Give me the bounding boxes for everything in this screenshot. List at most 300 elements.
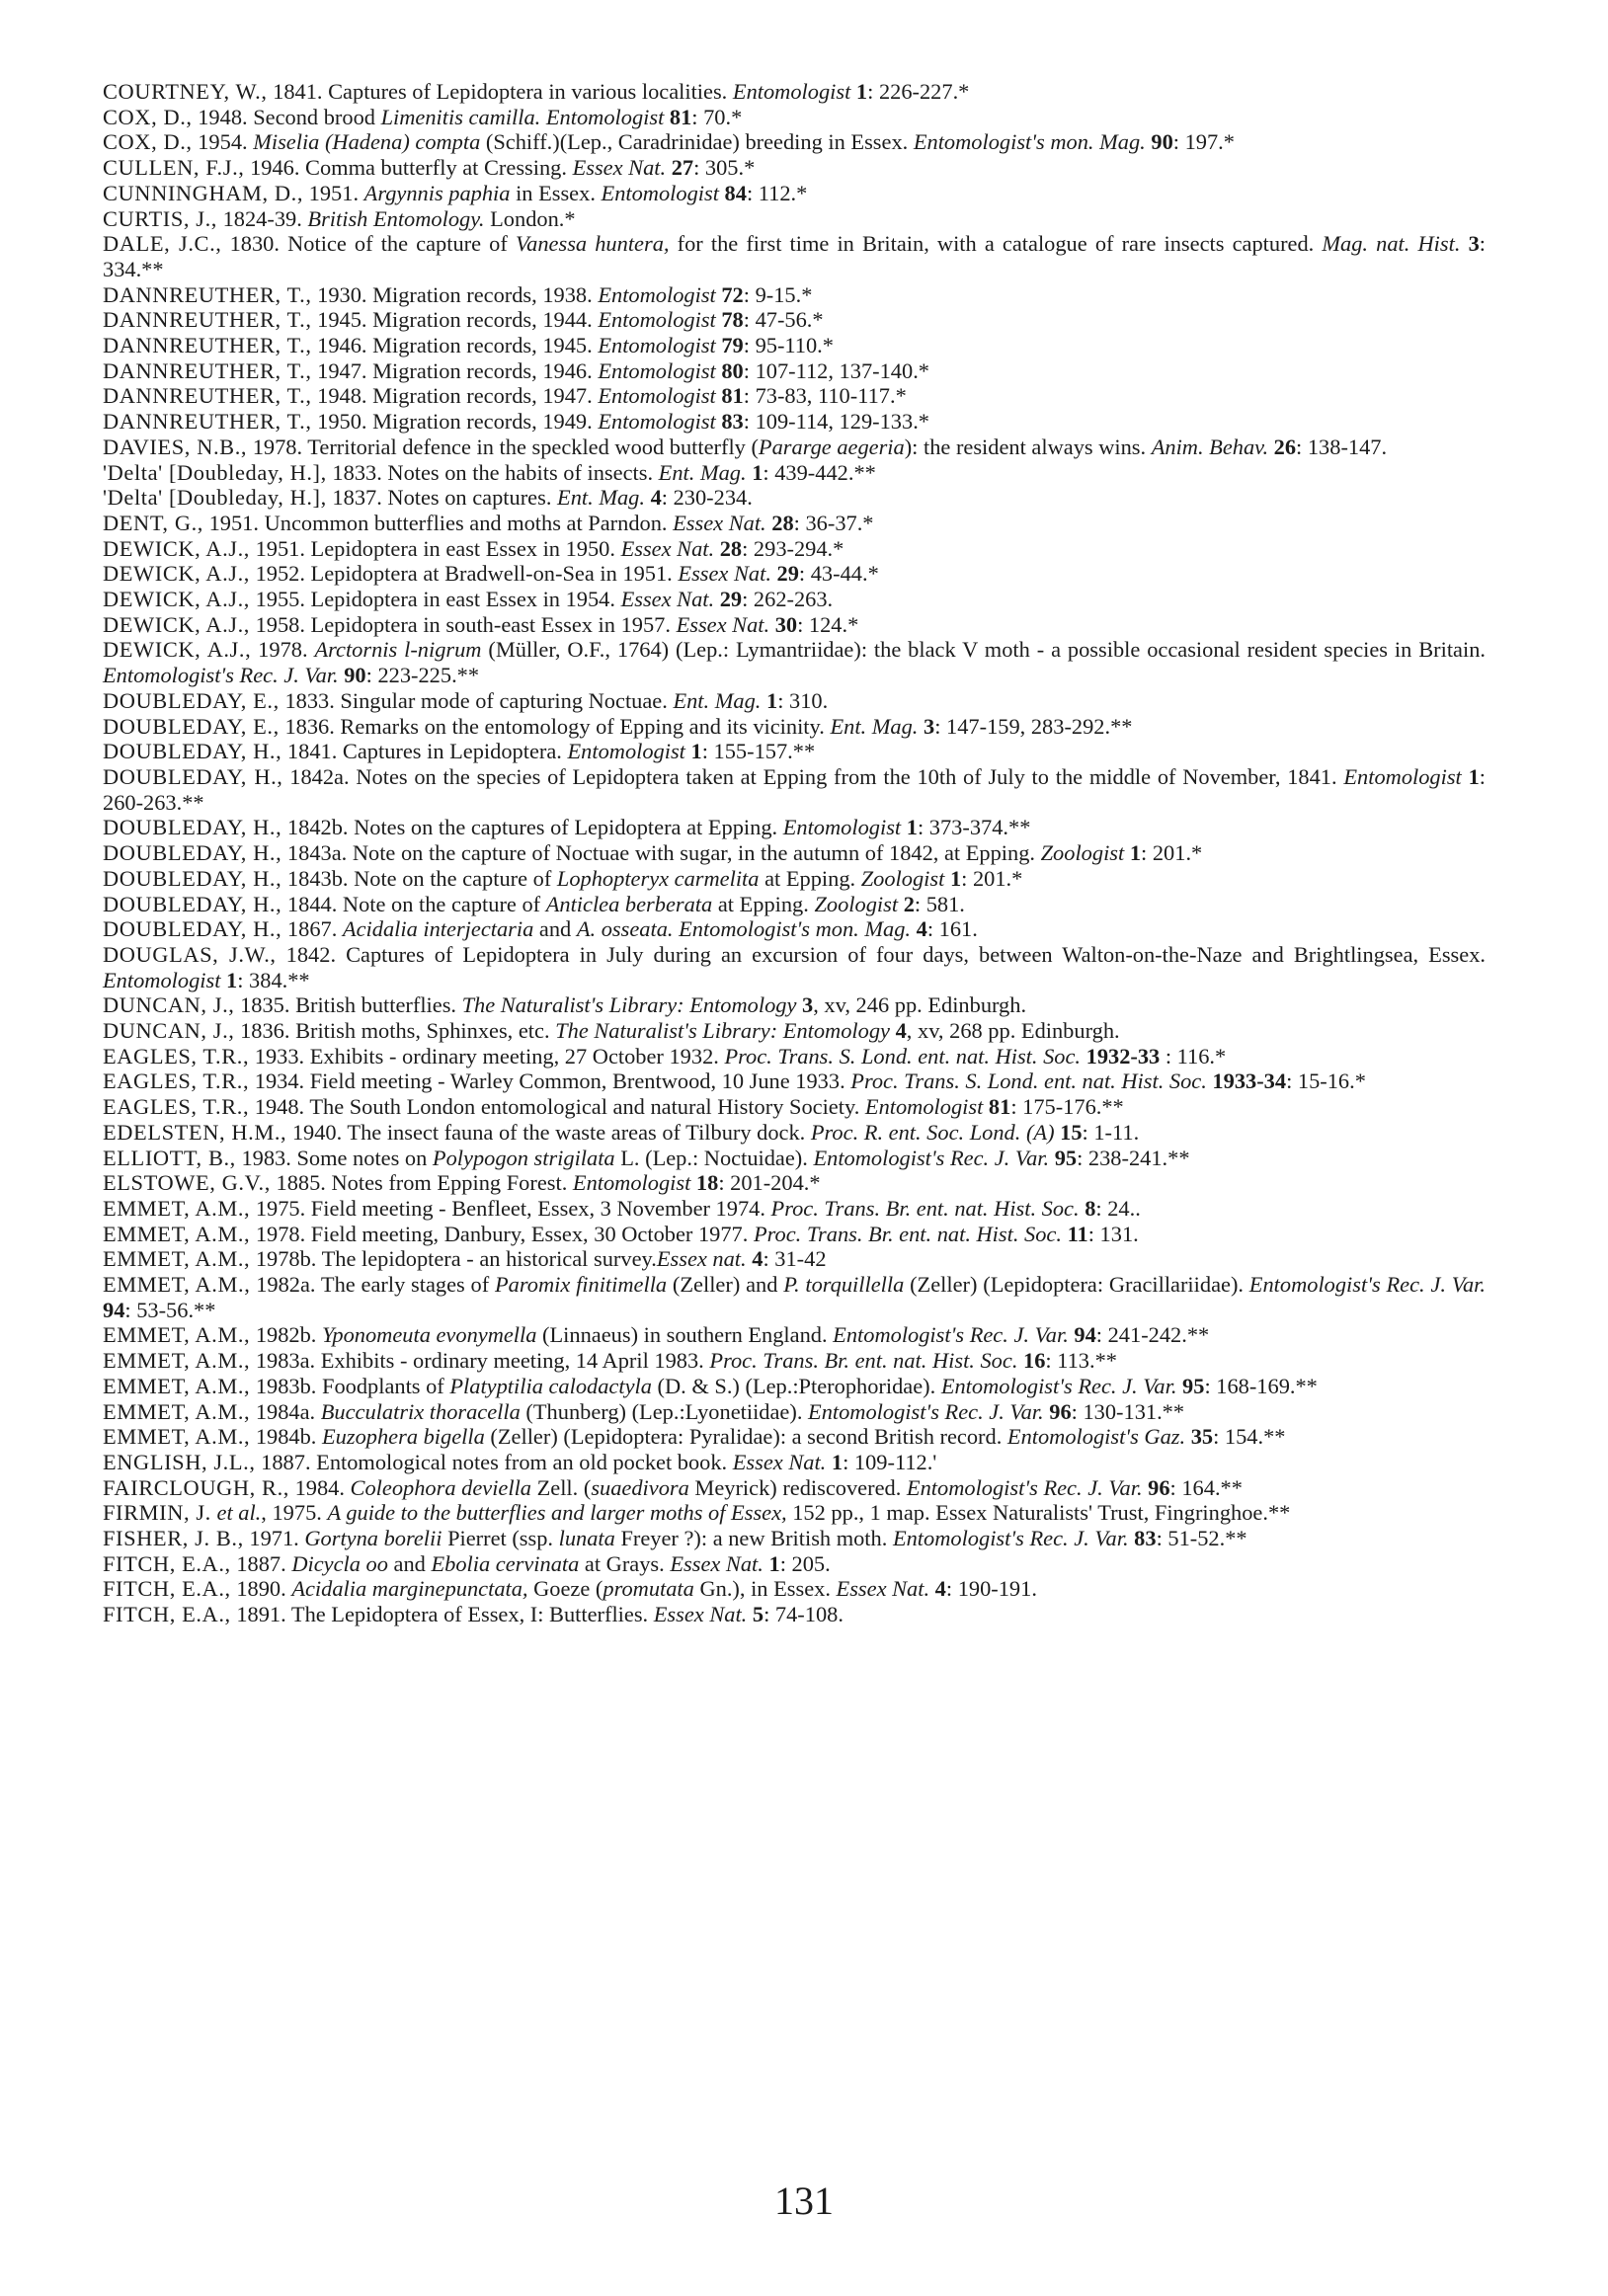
- reference-italic: Entomologist's Rec. J. Var.: [103, 663, 339, 688]
- reference-italic: Entomologist: [601, 180, 719, 205]
- reference-volume: 4: [752, 1246, 764, 1272]
- reference-text: : 164.**: [1169, 1474, 1243, 1500]
- reference-entry: [103, 511, 1486, 536]
- reference-entry: [103, 587, 1486, 612]
- reference-italic: Entomologist: [572, 1170, 691, 1196]
- reference-italic: Euzophera bigella: [322, 1424, 485, 1450]
- reference-italic: Entomologist's Rec. J. Var.: [940, 1373, 1177, 1398]
- reference-text: : 53-56.**: [124, 1297, 216, 1322]
- reference-author: DOUBLEDAY, H.,: [103, 865, 282, 891]
- reference-author: DOUBLEDAY, H.,: [103, 916, 282, 942]
- reference-author: EDELSTEN, H.M.,: [103, 1119, 287, 1145]
- reference-author: ELLIOTT, B.,: [103, 1145, 236, 1170]
- reference-text: [1460, 231, 1468, 256]
- reference-author: DEWICK, A.J.,: [103, 587, 250, 612]
- reference-text: and: [387, 1550, 432, 1576]
- reference-volume: 18: [695, 1170, 719, 1196]
- reference-text: : 43-44.*: [798, 561, 879, 587]
- reference-entry: [103, 536, 1486, 562]
- reference-italic: Anticlea berberata: [545, 891, 713, 916]
- reference-text: : 109-112.': [843, 1449, 937, 1474]
- reference-text: 1951. Uncommon butterflies and moths at Parndon.: [203, 510, 674, 535]
- reference-entry: [103, 1044, 1486, 1069]
- reference-text: (Schiff.)(Lep., Caradrinidae) breeding in Essex.: [480, 129, 914, 155]
- reference-text: 1950. Migration records, 1949.: [311, 409, 599, 435]
- reference-entry: [103, 105, 1486, 130]
- reference-text: 1842. Captures of Lepidoptera in July during an excursion of four days, between Walton-on-the-Naze and Brightlingsea, Essex.: [276, 941, 1486, 967]
- reference-italic: A guide to the butterflies and larger moths of Essex,: [327, 1500, 787, 1526]
- reference-italic: promutata: [603, 1576, 694, 1602]
- reference-italic: Zoologist: [860, 865, 945, 891]
- reference-entry: [103, 1602, 1486, 1627]
- reference-author: FIRMIN, J.: [103, 1500, 211, 1526]
- reference-volume: 79: [721, 333, 744, 358]
- reference-author: DEWICK, A.J.,: [103, 561, 250, 587]
- reference-volume: 4: [650, 485, 662, 511]
- reference-volume: 94: [1074, 1322, 1096, 1348]
- reference-entry: [103, 206, 1486, 232]
- reference-entry: [103, 916, 1486, 942]
- reference-author: DEWICK, A.J.,: [103, 611, 250, 637]
- reference-italic: Proc. Trans. Br. ent. nat. Hist. Soc.: [770, 1195, 1080, 1221]
- reference-author: DUNCAN, J.,: [103, 1018, 235, 1044]
- reference-author: COX, D.,: [103, 104, 193, 129]
- reference-italic: P. torquillella: [783, 1272, 905, 1298]
- reference-entry: [103, 866, 1486, 892]
- reference-text: : 581.: [914, 891, 965, 916]
- reference-text: 1885. Notes from Epping Forest.: [270, 1170, 573, 1196]
- reference-text: : 130-131.**: [1071, 1398, 1185, 1424]
- reference-entry: [103, 79, 1486, 105]
- reference-italic: Bucculatrix thoracella: [320, 1398, 521, 1424]
- reference-italic: British Entomology.: [307, 205, 485, 231]
- reference-author: EMMET, A.M.,: [103, 1373, 251, 1398]
- reference-italic: Essex Nat.: [572, 155, 667, 181]
- reference-author: EMMET, A.M.,: [103, 1246, 251, 1272]
- reference-author: COX, D.,: [103, 129, 193, 155]
- reference-text: 1934. Field meeting - Warley Common, Brentwood, 10 June 1933.: [249, 1069, 851, 1094]
- reference-text: : 1-11.: [1082, 1119, 1140, 1145]
- reference-volume: 4: [895, 1018, 907, 1044]
- reference-volume: 1: [690, 739, 702, 764]
- reference-volume: 15: [1060, 1119, 1083, 1145]
- reference-volume: 1: [1468, 763, 1480, 789]
- reference-entry: [103, 1322, 1486, 1348]
- reference-volume: 83: [721, 409, 744, 435]
- reference-text: 1984a.: [250, 1398, 321, 1424]
- reference-text: 1842a. Notes on the species of Lepidoptera taken at Epping from the 10th of July to the middle of November, 1841.: [282, 763, 1344, 789]
- reference-author: DOUBLEDAY, H.,: [103, 815, 282, 840]
- reference-text: : 161.: [926, 916, 978, 942]
- reference-entry: [103, 1272, 1486, 1322]
- reference-text: (Thunberg) (Lep.:Lyonetiidae).: [520, 1398, 809, 1424]
- reference-italic: Essex Nat.: [676, 611, 770, 637]
- reference-volume: 83: [1134, 1526, 1157, 1551]
- reference-text: 1843a. Note on the capture of Noctuae with sugar, in the autumn of 1842, at Epping.: [281, 840, 1041, 866]
- reference-text: : 31-42: [763, 1246, 827, 1272]
- reference-text: Gn.), in Essex.: [693, 1576, 837, 1602]
- reference-text: 1887.: [230, 1550, 292, 1576]
- reference-text: 1978. Field meeting, Danbury, Essex, 30 October 1977.: [250, 1221, 754, 1246]
- reference-italic: Entomologist's Rec. J. Var.: [892, 1526, 1129, 1551]
- reference-text: : 155-157.**: [701, 739, 816, 764]
- reference-volume: 1933-34: [1212, 1069, 1287, 1094]
- reference-text: 1836. British moths, Sphinxes, etc.: [234, 1018, 556, 1044]
- reference-italic: Argynnis paphia: [363, 180, 511, 205]
- reference-volume: 1: [949, 865, 962, 891]
- reference-text: 1946. Comma butterfly at Cressing.: [244, 155, 573, 181]
- reference-italic: Entomologist's Rec. J. Var.: [906, 1474, 1143, 1500]
- reference-author: FITCH, E.A.,: [103, 1576, 231, 1602]
- reference-volume: 1: [752, 459, 764, 485]
- reference-italic: Anim. Behav.: [1151, 434, 1269, 459]
- reference-italic: Ent. Mag.: [673, 687, 762, 713]
- reference-author: ELSTOWE, G.V.,: [103, 1170, 271, 1196]
- reference-text: : 154.**: [1213, 1424, 1286, 1450]
- reference-volume: 30: [774, 611, 798, 637]
- reference-italic: Entomologist's mon. Mag.: [913, 129, 1146, 155]
- reference-italic: Essex Nat.: [620, 535, 715, 561]
- reference-italic: Zoologist: [1040, 840, 1125, 866]
- reference-text: , 1975.: [261, 1500, 328, 1526]
- reference-text: for the first time in Britain, with a catalogue of rare insects captured.: [669, 231, 1323, 257]
- reference-italic: The Naturalist's Library: Entomology: [555, 1018, 890, 1044]
- reference-italic: Entomologist's Rec. J. Var.: [833, 1322, 1069, 1348]
- reference-text: 1948. The South London entomological and natural History Society.: [249, 1094, 865, 1120]
- reference-entry: [103, 815, 1486, 840]
- reference-entry: [103, 892, 1486, 917]
- reference-author: EAGLES, T.R.,: [103, 1094, 250, 1120]
- reference-text: 1945. Migration records, 1944.: [311, 307, 599, 333]
- reference-entry: [103, 1500, 1486, 1526]
- reference-italic: Ebolia cervinata: [431, 1550, 580, 1576]
- reference-volume: 2: [903, 891, 915, 916]
- reference-volume: 95: [1182, 1373, 1205, 1398]
- reference-italic: suaedivora: [591, 1474, 689, 1500]
- page-number: 131: [774, 2178, 834, 2223]
- reference-text: : 109-114, 129-133.*: [743, 409, 929, 435]
- reference-entry: [103, 561, 1486, 587]
- reference-text: 1951. Lepidoptera in east Essex in 1950.: [249, 535, 621, 561]
- reference-italic: Entomologist: [103, 967, 221, 992]
- reference-text: 1837. Notes on captures.: [326, 485, 558, 511]
- reference-volume: 1932-33: [1085, 1043, 1161, 1069]
- reference-text: : 24..: [1095, 1195, 1141, 1221]
- reference-author: 'Delta' [Doubleday, H.],: [103, 459, 327, 485]
- reference-text: Meyrick) rediscovered.: [688, 1474, 907, 1500]
- reference-italic: Polypogon strigilata: [432, 1145, 615, 1170]
- reference-italic: Ent. Mag.: [658, 459, 747, 485]
- reference-italic: Ent. Mag.: [830, 713, 919, 739]
- reference-author: EMMET, A.M.,: [103, 1424, 251, 1450]
- reference-entry: [103, 637, 1486, 687]
- reference-author: DANNREUTHER, T.,: [103, 333, 312, 358]
- reference-entry: [103, 1424, 1486, 1450]
- reference-text: : 147-159, 283-292.**: [934, 713, 1133, 739]
- reference-author: DOUBLEDAY, E.,: [103, 687, 280, 713]
- reference-author: DANNREUTHER, T.,: [103, 357, 312, 383]
- reference-italic: Entomologist: [598, 281, 716, 307]
- reference-text: 1836. Remarks on the entomology of Epping and its vicinity.: [279, 713, 831, 739]
- reference-author: DOUBLEDAY, H.,: [103, 739, 282, 764]
- reference-author: DANNREUTHER, T.,: [103, 307, 312, 333]
- reference-italic: Entomologist's Rec. J. Var.: [808, 1398, 1044, 1424]
- reference-entry: [103, 282, 1486, 308]
- reference-text: 1948. Second brood: [192, 104, 381, 129]
- reference-volume: 1: [1129, 840, 1142, 866]
- reference-text: 1975. Field meeting - Benfleet, Essex, 3 November 1974.: [250, 1195, 771, 1221]
- reference-volume: 3: [802, 992, 814, 1018]
- reference-text: 1947. Migration records, 1946.: [311, 357, 599, 383]
- reference-author: DAVIES, N.B.,: [103, 434, 248, 459]
- reference-text: L. (Lep.: Noctuidae).: [614, 1145, 814, 1170]
- reference-italic: Acidalia marginepunctata,: [291, 1576, 528, 1602]
- reference-author: EAGLES, T.R.,: [103, 1069, 250, 1094]
- reference-entry: [103, 1526, 1486, 1551]
- reference-text: : 226-227.*: [867, 79, 970, 104]
- reference-italic: Platyptilia calodactyla: [449, 1373, 652, 1398]
- reference-text: : 205.: [779, 1550, 831, 1576]
- reference-italic: Essex nat.: [656, 1246, 747, 1272]
- reference-italic: Entomologist: [598, 409, 716, 435]
- reference-text: 1955. Lepidoptera in east Essex in 1954.: [249, 587, 621, 612]
- reference-author: EMMET, A.M.,: [103, 1272, 251, 1298]
- reference-text: [1462, 764, 1469, 789]
- reference-entry: [103, 942, 1486, 992]
- reference-italic: Entomologist: [1343, 763, 1462, 789]
- reference-list: [103, 79, 1486, 1627]
- reference-text: : 70.*: [691, 104, 743, 129]
- reference-author: CURTIS, J.,: [103, 205, 217, 231]
- reference-text: : 305.*: [693, 155, 756, 181]
- reference-entry: [103, 1018, 1486, 1044]
- reference-volume: 81: [988, 1094, 1011, 1120]
- reference-text: 1841. Captures in Lepidoptera.: [281, 739, 568, 764]
- reference-author: EMMET, A.M.,: [103, 1348, 251, 1374]
- reference-text: : 190-191.: [945, 1576, 1037, 1602]
- reference-italic: Entomologist: [598, 333, 716, 358]
- reference-text: at Grays.: [579, 1550, 671, 1576]
- reference-text: Pierret (ssp.: [442, 1526, 559, 1551]
- reference-author: DOUBLEDAY, H.,: [103, 891, 282, 916]
- reference-italic: Mag. nat. Hist.: [1322, 231, 1461, 257]
- reference-italic: Proc. Trans. S. Lond. ent. nat. Hist. Soc.: [724, 1043, 1082, 1069]
- reference-text: : 241-242.**: [1095, 1322, 1210, 1348]
- reference-entry: [103, 383, 1486, 409]
- reference-entry: [103, 1399, 1486, 1425]
- reference-text: : 113.**: [1045, 1348, 1117, 1374]
- reference-italic: Entomologist: [598, 307, 716, 333]
- reference-author: DOUBLEDAY, H.,: [103, 840, 282, 866]
- reference-text: 1867.: [281, 916, 343, 942]
- reference-volume: 95: [1054, 1145, 1078, 1170]
- reference-text: : 112.*: [746, 180, 808, 205]
- reference-italic: lunata: [558, 1526, 615, 1551]
- reference-author: EAGLES, T.R.,: [103, 1043, 250, 1069]
- reference-text: : 95-110.*: [743, 333, 834, 358]
- reference-volume: 96: [1049, 1398, 1072, 1424]
- reference-text: 1984.: [288, 1474, 351, 1500]
- reference-italic: The Naturalist's Library: Entomology: [461, 992, 797, 1018]
- reference-italic: Entomologist: [598, 383, 716, 409]
- reference-italic: Coleophora deviella: [350, 1474, 531, 1500]
- reference-entry: [103, 409, 1486, 435]
- reference-entry: [103, 1475, 1486, 1501]
- reference-italic: Yponomeuta evonymella: [322, 1322, 537, 1348]
- reference-italic: et al.: [216, 1500, 262, 1526]
- reference-text: : 9-15.*: [743, 281, 813, 307]
- reference-text: : 47-56.*: [743, 307, 824, 333]
- reference-text: 1954.: [192, 129, 254, 155]
- reference-author: DUNCAN, J.,: [103, 992, 235, 1018]
- reference-text: : 310.: [777, 687, 829, 713]
- reference-text: : 197.*: [1172, 129, 1235, 155]
- reference-text: : 36-37.*: [793, 510, 874, 535]
- reference-italic: Entomologist's Gaz.: [1006, 1424, 1186, 1450]
- reference-text: 1843b. Note on the capture of: [281, 865, 557, 891]
- reference-entry: [103, 435, 1486, 460]
- reference-text: 1978.: [251, 637, 315, 663]
- reference-author: DEWICK, A.J.,: [103, 535, 250, 561]
- reference-entry: [103, 1576, 1486, 1602]
- reference-italic: Paromix finitimella: [495, 1272, 668, 1298]
- reference-text: : 238-241.**: [1077, 1145, 1190, 1170]
- reference-text: : 15-16.*: [1286, 1069, 1366, 1094]
- reference-italic: Vanessa huntera,: [515, 231, 670, 257]
- reference-author: CULLEN, F.J.,: [103, 155, 245, 181]
- reference-text: 1984b.: [250, 1424, 322, 1450]
- reference-entry: [103, 1069, 1486, 1094]
- reference-text: : 138-147.: [1296, 434, 1388, 459]
- reference-volume: 35: [1190, 1424, 1214, 1450]
- reference-author: DANNREUTHER, T.,: [103, 281, 312, 307]
- reference-volume: 8: [1085, 1195, 1096, 1221]
- reference-volume: 72: [721, 281, 744, 307]
- reference-volume: 29: [719, 587, 743, 612]
- reference-entry: [103, 1222, 1486, 1247]
- reference-italic: Proc. Trans. Br. ent. nat. Hist. Soc.: [709, 1348, 1018, 1374]
- reference-entry: [103, 1246, 1486, 1272]
- reference-text: 1891. The Lepidoptera of Essex, I: Butterflies.: [230, 1602, 654, 1627]
- reference-text: : 334.**: [103, 231, 1486, 281]
- reference-volume: 90: [1151, 129, 1173, 155]
- reference-italic: Entomologist: [782, 815, 902, 840]
- reference-entry: [103, 688, 1486, 714]
- reference-volume: 1: [855, 79, 868, 104]
- reference-volume: 28: [719, 535, 743, 561]
- reference-text: Freyer ?): a new British moth.: [614, 1526, 893, 1551]
- reference-italic: Limenitis camilla. Entomologist: [380, 104, 665, 129]
- reference-text: 1978. Territorial defence in the speckled wood butterfly (: [247, 434, 759, 459]
- reference-italic: Pararge aegeria: [758, 434, 905, 459]
- reference-text: 1983b. Foodplants of: [250, 1373, 450, 1398]
- reference-text: (Linnaeus) in southern England.: [536, 1322, 834, 1348]
- reference-text: : 230-234.: [661, 485, 753, 511]
- reference-author: DOUBLEDAY, E.,: [103, 713, 280, 739]
- reference-text: ): the resident always wins.: [904, 434, 1152, 459]
- reference-text: (Müller, O.F., 1764) (Lep.: Lymantriidae): the black V moth - a possible occasional resident species in Britain.: [481, 637, 1486, 663]
- reference-volume: 81: [721, 383, 744, 409]
- reference-text: : 293-294.*: [742, 535, 844, 561]
- reference-volume: 1: [906, 815, 918, 840]
- reference-author: CUNNINGHAM, D.,: [103, 180, 304, 205]
- reference-text: : 201.*: [961, 865, 1023, 891]
- reference-text: 1844. Note on the capture of: [281, 891, 546, 916]
- reference-author: DANNREUTHER, T.,: [103, 409, 312, 435]
- reference-italic: Essex Nat.: [678, 561, 771, 587]
- reference-italic: Gortyna borelii: [304, 1526, 442, 1551]
- reference-entry: [103, 231, 1486, 281]
- reference-text: : 201.*: [1141, 840, 1203, 866]
- reference-volume: 80: [721, 357, 744, 383]
- reference-italic: Essex Nat.: [620, 587, 715, 612]
- reference-author: EMMET, A.M.,: [103, 1195, 251, 1221]
- reference-text: 1930. Migration records, 1938.: [311, 281, 599, 307]
- reference-italic: Essex Nat.: [836, 1576, 930, 1602]
- reference-volume: 16: [1023, 1348, 1046, 1374]
- reference-text: : 373-374.**: [917, 815, 1031, 840]
- reference-text: : 439-442.**: [763, 459, 876, 485]
- reference-text: 1933. Exhibits - ordinary meeting, 27 October 1932.: [249, 1043, 725, 1069]
- reference-text: 1952. Lepidoptera at Bradwell-on-Sea in 1951.: [249, 561, 679, 587]
- reference-text: 1887. Entomological notes from an old pocket book.: [255, 1449, 733, 1474]
- reference-text: at Epping.: [759, 865, 861, 891]
- reference-text: : 116.*: [1160, 1043, 1227, 1069]
- reference-entry: [103, 333, 1486, 358]
- reference-author: DENT, G.,: [103, 510, 203, 535]
- reference-text: 1841. Captures of Lepidoptera in various localities.: [267, 79, 733, 104]
- reference-entry: [103, 739, 1486, 764]
- reference-italic: Arctornis l-nigrum: [314, 637, 482, 663]
- reference-italic: Entomologist's Rec. J. Var.: [813, 1145, 1050, 1170]
- reference-text: 1951.: [303, 180, 364, 205]
- reference-author: FITCH, E.A.,: [103, 1550, 231, 1576]
- reference-text: (Zeller) (Lepidoptera: Pyralidae): a second British record.: [484, 1424, 1007, 1450]
- reference-text: 1948. Migration records, 1947.: [311, 383, 599, 409]
- reference-text: 1982b.: [250, 1322, 322, 1348]
- reference-volume: 78: [721, 307, 744, 333]
- reference-italic: Entomologist: [864, 1094, 984, 1120]
- reference-entry: [103, 460, 1486, 486]
- reference-text: 1983a. Exhibits - ordinary meeting, 14 April 1983.: [250, 1348, 710, 1374]
- reference-author: COURTNEY, W.,: [103, 79, 268, 104]
- reference-volume: 4: [934, 1576, 946, 1602]
- reference-text: 1890.: [230, 1576, 292, 1602]
- reference-text: 1940. The insect fauna of the waste areas of Tilbury dock.: [286, 1119, 811, 1145]
- reference-author: EMMET, A.M.,: [103, 1398, 251, 1424]
- reference-text: 1978b. The lepidoptera - an historical survey.: [250, 1246, 657, 1272]
- reference-volume: 11: [1067, 1221, 1088, 1246]
- reference-italic: Essex Nat.: [673, 510, 766, 535]
- reference-author: 'Delta' [Doubleday, H.],: [103, 485, 327, 511]
- reference-text: : 175-176.**: [1010, 1094, 1124, 1120]
- reference-entry: [103, 1196, 1486, 1222]
- reference-text: in Essex.: [510, 180, 602, 205]
- reference-text: 1958. Lepidoptera in south-east Essex in 1957.: [249, 611, 677, 637]
- reference-text: : 124.*: [797, 611, 859, 637]
- reference-entry: [103, 358, 1486, 384]
- reference-text: 1971.: [243, 1526, 305, 1551]
- reference-volume: 90: [344, 663, 366, 688]
- reference-volume: 1: [831, 1449, 844, 1474]
- reference-entry: [103, 1094, 1486, 1120]
- reference-author: FISHER, J. B.,: [103, 1526, 244, 1551]
- reference-volume: 29: [776, 561, 799, 587]
- reference-entry: [103, 307, 1486, 333]
- reference-entry: [103, 1170, 1486, 1196]
- reference-italic: Entomologist's Rec. J. Var.: [1248, 1272, 1486, 1298]
- reference-italic: Proc. Trans. Br. ent. nat. Hist. Soc.: [753, 1221, 1062, 1246]
